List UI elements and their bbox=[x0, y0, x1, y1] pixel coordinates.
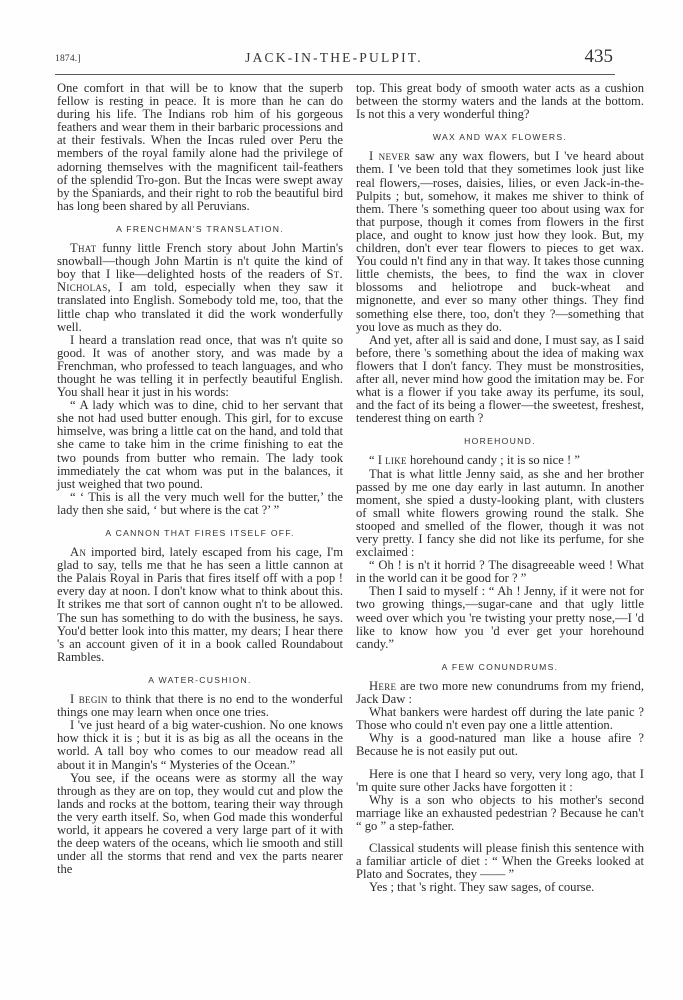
paragraph: Here is one that I heard so very, very long ago, that I 'm quite sure other Jacks have forgotten it : bbox=[356, 766, 644, 794]
paragraph: “ ‘ This is all the very much well for the butter,’ the lady then she said, ‘ but where is the cat ?’ ” bbox=[57, 489, 343, 517]
paragraph: That funny little French story about John Martin's snowball—though John Martin is n't quite the kind of boy that I like—delighted hosts of the readers of St. Nicholas, I am told, especially when they saw it translated into English. Somebody told me, too, that the little chap who translated it did the work wonderfully well. bbox=[57, 241, 343, 334]
intro-paragraph: One comfort in that will be to know that the superb fellow is resting in peace. It is more than he can do during his life. The Indians rob him of his gorgeous feathers and wear them in their barbaric processions and at their festivals. When the Incas ruled over Peru the members of the royal family alone had the privilege of adorning themselves with the magnificent tail-feathers of the splendid Tro-gon. But the Incas were swept away by the Spaniards, and their right to rob the beautiful bird has long been shared by all Peruvians. bbox=[57, 81, 343, 213]
header-title: JACK-IN-THE-PULPIT. bbox=[245, 50, 423, 65]
paragraph: Here are two more new conundrums from my friend, Jack Daw : bbox=[356, 678, 644, 707]
section-title-horehound: HOREHOUND. bbox=[464, 436, 536, 447]
section-title-wax-flowers: WAX AND WAX FLOWERS. bbox=[432, 132, 568, 143]
paragraph: Why is a good-natured man like a house afire ? Because he is not easily put out. bbox=[356, 731, 644, 759]
paragraph: “ A lady which was to dine, chid to her servant that she not had used butter enough. This girl, for to excuse himselve, was bring a little cat on the hand, and told that she came to take him in the crime finishing to eat the two pounds from butter who remain. The lady took immediately the cat whom was put in the balances, it just weighed that two pound. bbox=[57, 398, 343, 491]
lead-word: An bbox=[70, 545, 87, 560]
paragraph: You see, if the oceans were as stormy all the way through as they are on top, they would cut and plow the lands and rocks at the bottom, tearing their way through the very earth itself. So, when God made this wonderful world, it appears he covered a very large part of it with the deep waters of the oceans, which lie smooth and still under all the storms that rend and vex the parts nearer the bbox=[57, 770, 343, 877]
paragraph: Classical students will please finish this sentence with a familiar article of diet : “ When the Greeks looked at Plato and Socrates, they —— ” bbox=[356, 840, 644, 882]
section-title-conundrums: A FEW CONUNDRUMS. bbox=[441, 661, 559, 672]
left-column bbox=[57, 82, 343, 876]
lead-word: like bbox=[385, 453, 407, 468]
section-title-cannon: A CANNON THAT FIRES ITSELF OFF. bbox=[105, 528, 295, 538]
running-header bbox=[55, 46, 613, 70]
lead-word: That bbox=[70, 241, 97, 256]
paragraph: Then I said to myself : “ Ah ! Jenny, if it were not for two growing things,—sugar-cane and that ugly little weed over which you 're twisting your pretty nose,—I 'd like to know how you 'd ever get your horehound candy.” bbox=[356, 584, 644, 651]
header-rule bbox=[55, 74, 615, 75]
paragraph: “ I like horehound candy ; it is so nice ! ” bbox=[369, 453, 580, 468]
paragraph: Why is a son who objects to his mother's second marriage like an exhausted pedestrian ? Because he can't “ go ” a step-father. bbox=[356, 792, 644, 833]
lead-word: I begin bbox=[70, 692, 108, 707]
paragraph: An imported bird, lately escaped from his cage, I'm glad to say, tells me that he has seen a little cannon at the Palais Royal in Paris that fires itself off with a pop ! every day at noon. I don't know what to think about this. It strikes me that sort of cannon ought n't to be allowed. The sun has something to do with the business, he says. You'd better look into this matter, my dears; I hear there 's an account given of it in a book called Roundabout Rambles. bbox=[57, 545, 343, 664]
paragraph: I never saw any wax flowers, but I 've heard about them. I 've been told that they sometimes look just like real flowers,—roses, daisies, lilies, or even Jack-in-the-Pulpits ; but, somehow, it makes me shiver to think of them. There 's something queer too about using wax for that purpose, though it comes from flowers in the first place, and ought to know just how they look. But, my children, don't ever tear flowers to pieces to get wax. You could n't find any in that way. It takes those cunning little chemists, the bees, to find the wax in clover blossoms and heliotrope and buck-wheat and mignonette, and ever so many other things. They find something else there, too, don't they ?—something that you love as much as they do. bbox=[356, 149, 644, 334]
header-year: 1874.] bbox=[55, 54, 81, 64]
paragraph: I heard a translation read once, that was n't quite so good. It was of another story, and was made by a Frenchman, who professed to teach languages, and who thought he was telling it in perfectly beautiful English. You shall hear it just in his words: bbox=[57, 332, 343, 400]
magazine-name: St. Nicholas bbox=[57, 267, 343, 295]
paragraph: That is what little Jenny said, as she and her brother passed by me one day early in last autumn. In another moment, she spied a dusty-looking plant, with clusters of small white flowers growing round the stalk. She stooped and smelled of the flower, though it was not very pretty. I fancy she did not like its perfume, for she exclaimed : bbox=[356, 466, 644, 560]
section-title-frenchmans-translation: A FRENCHMAN'S TRANSLATION. bbox=[116, 223, 284, 234]
paragraph: What bankers were hardest off during the late panic ? Those who could n't even pay one a little attention. bbox=[356, 705, 644, 733]
continuation-paragraph: top. This great body of smooth water acts as a cushion between the stormy waters and the lands at the bottom. Is not this a very wonderful thing? bbox=[356, 81, 644, 122]
paragraph: Yes ; that 's right. They saw sages, of course. bbox=[369, 880, 595, 895]
paragraph: I 've just heard of a big water-cushion. No one knows how thick it is ; but it is as big as all the oceans in the world. A tall boy who comes to our meadow read all about it in Mangin's “ Mysteries of the Ocean.” bbox=[57, 718, 343, 772]
paragraph: “ Oh ! is n't it horrid ? The disagreeable weed ! What in the world can it be good for ? ” bbox=[356, 558, 644, 586]
page-number: 435 bbox=[584, 46, 613, 67]
lead-word: Here bbox=[369, 678, 397, 693]
section-title-water-cushion: A WATER-CUSHION. bbox=[148, 674, 252, 685]
right-column bbox=[356, 82, 644, 894]
paragraph: I begin to think that there is no end to the wonderful things one may learn when once one tries. bbox=[57, 692, 343, 720]
lead-word: I never bbox=[369, 149, 411, 164]
paragraph: And yet, after all is said and done, I must say, as I said before, there 's something about the idea of making wax flowers that I don't fancy. They must be monstrosities, after all, never mind how good the imitation may be. For what is a flower if you take away its perfume, its soul, and the fact of its being a flower—the sweetest, freshest, tenderest thing on earth ? bbox=[356, 332, 644, 426]
